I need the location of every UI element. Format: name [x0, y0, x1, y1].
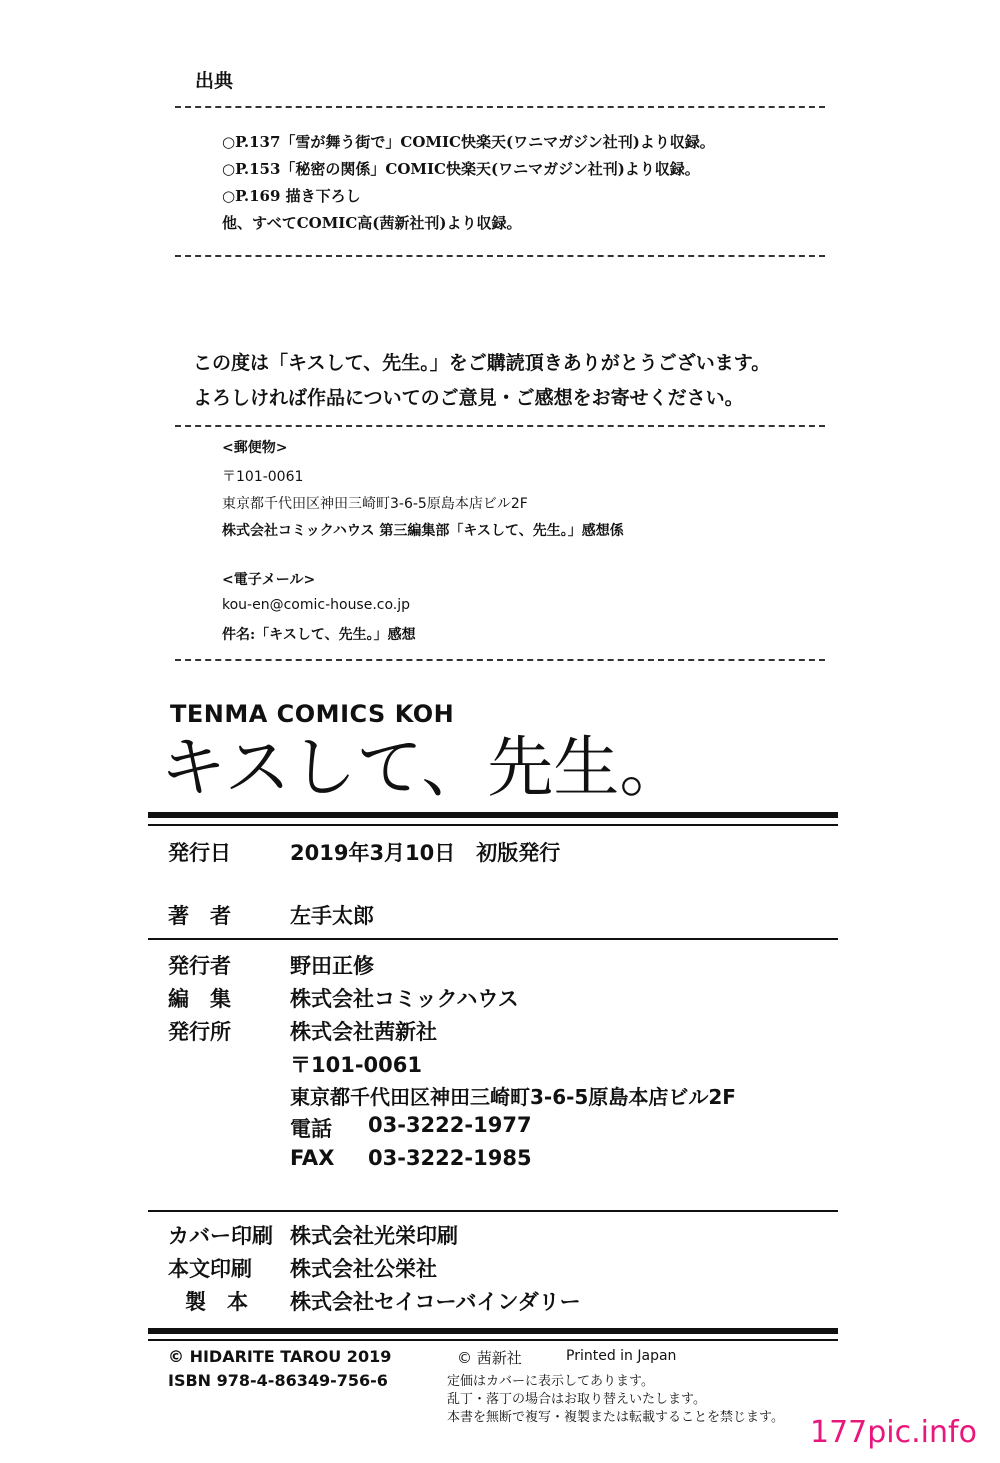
source-line: ○P.153「秘密の関係」COMIC快楽天(ワニマガジン社刊)より収録。 [222, 160, 700, 178]
footer-rule-thin [148, 1339, 838, 1341]
source-line: 他、すべてCOMIC高(茜新社刊)より収録。 [222, 214, 522, 232]
replacement-note: 乱丁・落丁の場合はお取り替えいたします。 [447, 1392, 706, 1407]
book-title: キスして、先生。 [160, 729, 686, 806]
mail-recipient: 株式会社コミックハウス 第三編集部「キスして、先生。」感想係 [222, 523, 624, 539]
cover-print-value: 株式会社光栄印刷 [290, 1224, 458, 1248]
publisher-value: 株式会社茜新社 [290, 1020, 437, 1044]
sources-heading: 出典 [195, 70, 234, 92]
fax-label: FAX [290, 1146, 335, 1170]
site-watermark: 177pic.info [806, 1413, 981, 1453]
publish-date-label: 発行日 [168, 841, 231, 865]
publisher-address: 東京都千代田区神田三崎町3-6-5原島本店ビル2F [290, 1085, 736, 1109]
section-rule [148, 938, 838, 940]
publisher-copyright: © 茜新社 [457, 1349, 522, 1367]
price-note: 定価はカバーに表示してあります。 [447, 1374, 654, 1389]
divider [175, 255, 825, 257]
email-label: <電子メール> [222, 572, 316, 588]
divider [175, 106, 825, 108]
publisher-person-label: 発行者 [168, 954, 231, 978]
email-subject: 件名:「キスして、先生。」感想 [222, 627, 416, 643]
mail-label: <郵便物> [222, 440, 288, 456]
phone-label: 電話 [290, 1117, 332, 1141]
fax-value: 03-3222-1985 [368, 1146, 532, 1170]
title-rule-thin [148, 824, 838, 826]
title-rule-thick [148, 812, 838, 818]
divider [175, 425, 825, 427]
source-line: ○P.137「雪が舞う街で」COMIC快楽天(ワニマガジン社刊)より収録。 [222, 133, 715, 151]
publisher-label: 発行所 [168, 1020, 231, 1044]
source-line: ○P.169 描き下ろし [222, 187, 361, 205]
cover-print-label: カバー印刷 [168, 1224, 273, 1248]
author-label: 著 者 [168, 904, 231, 928]
isbn: ISBN 978-4-86349-756-6 [168, 1371, 388, 1390]
series-name: TENMA COMICS KOH [170, 700, 455, 728]
mail-address: 東京都千代田区神田三崎町3-6-5原島本店ビル2F [222, 496, 528, 512]
thank-you-message: この度は「キスして、先生。」をご購読頂きありがとうございます。 [193, 352, 771, 374]
publisher-postal-code: 〒101-0061 [290, 1053, 422, 1077]
editor-value: 株式会社コミックハウス [290, 987, 519, 1011]
copy-prohibition-note: 本書を無断で複写・複製または転載することを禁じます。 [447, 1410, 784, 1425]
mail-postal-code: 〒101-0061 [222, 469, 304, 485]
divider [175, 659, 825, 661]
editor-label: 編 集 [168, 987, 231, 1011]
phone-value: 03-3222-1977 [368, 1113, 532, 1137]
author-copyright: © HIDARITE TAROU 2019 [168, 1347, 392, 1366]
printed-in: Printed in Japan [566, 1348, 677, 1364]
author-value: 左手太郎 [290, 904, 374, 928]
body-print-label: 本文印刷 [168, 1257, 252, 1281]
body-print-value: 株式会社公栄社 [290, 1257, 437, 1281]
publisher-person-value: 野田正修 [290, 954, 374, 978]
binding-value: 株式会社セイコーバインダリー [290, 1290, 581, 1314]
footer-rule-thick [148, 1328, 838, 1334]
publish-date-value: 2019年3月10日 初版発行 [290, 841, 561, 865]
feedback-request: よろしければ作品についてのご意見・ご感想をお寄せください。 [193, 387, 744, 409]
email-address: kou-en@comic-house.co.jp [222, 597, 411, 613]
binding-label: 製 本 [185, 1290, 248, 1314]
section-rule [148, 1210, 838, 1212]
